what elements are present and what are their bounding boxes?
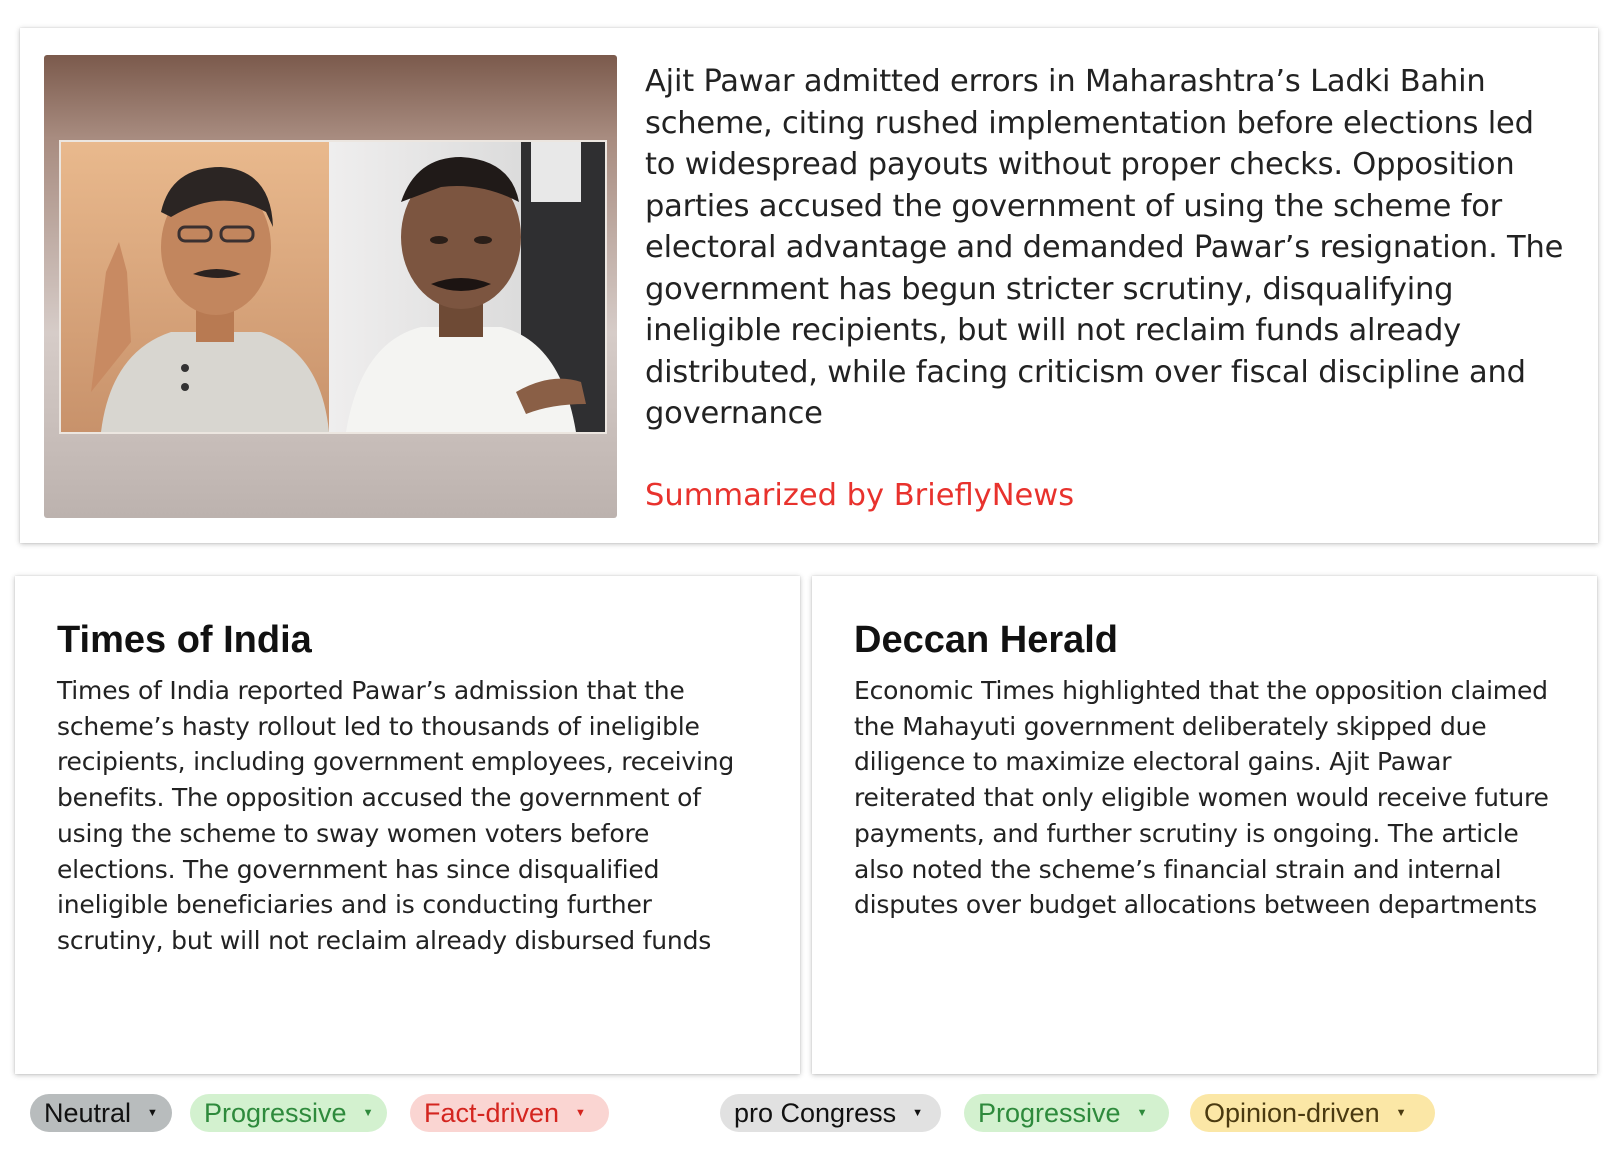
tag-dropdown-fact-driven[interactable] [410,1094,609,1132]
politicians-image [61,142,605,432]
summary-card [20,28,1598,543]
tag-label: Opinion-driven [1204,1097,1380,1128]
tag-label: pro Congress [734,1097,897,1128]
tag-label: Progressive [204,1097,347,1128]
caret-down-icon: ▼ [362,1107,374,1119]
photo-collage [59,140,607,434]
tag-dropdown-pro-congress[interactable] [720,1094,941,1132]
tag-label: Neutral [44,1097,132,1128]
caret-down-icon: ▼ [1136,1107,1148,1119]
caret-down-icon: ▼ [912,1107,923,1119]
source-summary: Times of India reported Pawar’s admission that the scheme’s hasty rollout led to thousands of ineligible recipients, including government employees, receiving benefits. The opposition accused the government of using the scheme to sway women voters before elections. The government has since disqualified ineligible beneficiaries and is conducting further scrutiny, but will not reclaim already disbursed funds [57,676,735,955]
tag-label: Fact-driven [424,1097,560,1128]
caret-down-icon: ▼ [575,1107,586,1119]
caret-down-icon: ▼ [147,1107,158,1119]
tag-dropdown-progressive[interactable] [190,1094,387,1132]
tag-dropdown-progressive[interactable] [964,1094,1169,1132]
summary-credit: Summarized by BrieflyNews [645,478,1075,513]
tag-label: Progressive [978,1097,1121,1128]
source-summary: Economic Times highlighted that the opposition claimed the Mahayuti government deliberately skipped due diligence to maximize electoral gains. Ajit Pawar reiterated that only eligible women would receive future payments, and further scrutiny is ongoing. The article also noted the scheme’s financial strain and internal disputes over budget allocations between departments [854,676,1549,920]
tag-dropdown-opinion-driven[interactable] [1190,1094,1435,1132]
source-card-deccan-herald [812,576,1597,1074]
article-photo [44,55,617,518]
caret-down-icon: ▼ [1395,1107,1407,1119]
source-title: Deccan Herald [854,619,1119,661]
source-card-times-of-india [15,576,800,1074]
tag-dropdown-neutral[interactable] [30,1094,172,1132]
source-title: Times of India [57,619,312,661]
summary-text: Ajit Pawar admitted errors in Maharashtra’s Ladki Bahin scheme, citing rushed implementation before elections led to widespread payouts without proper checks. Opposition parties accused the government of using the scheme for electoral advantage and demanded Pawar’s resignation. The government has begun stricter scrutiny, disqualifying ineligible recipients, but will not reclaim funds already distributed, while facing criticism over fiscal discipline and governance [645,64,1564,431]
